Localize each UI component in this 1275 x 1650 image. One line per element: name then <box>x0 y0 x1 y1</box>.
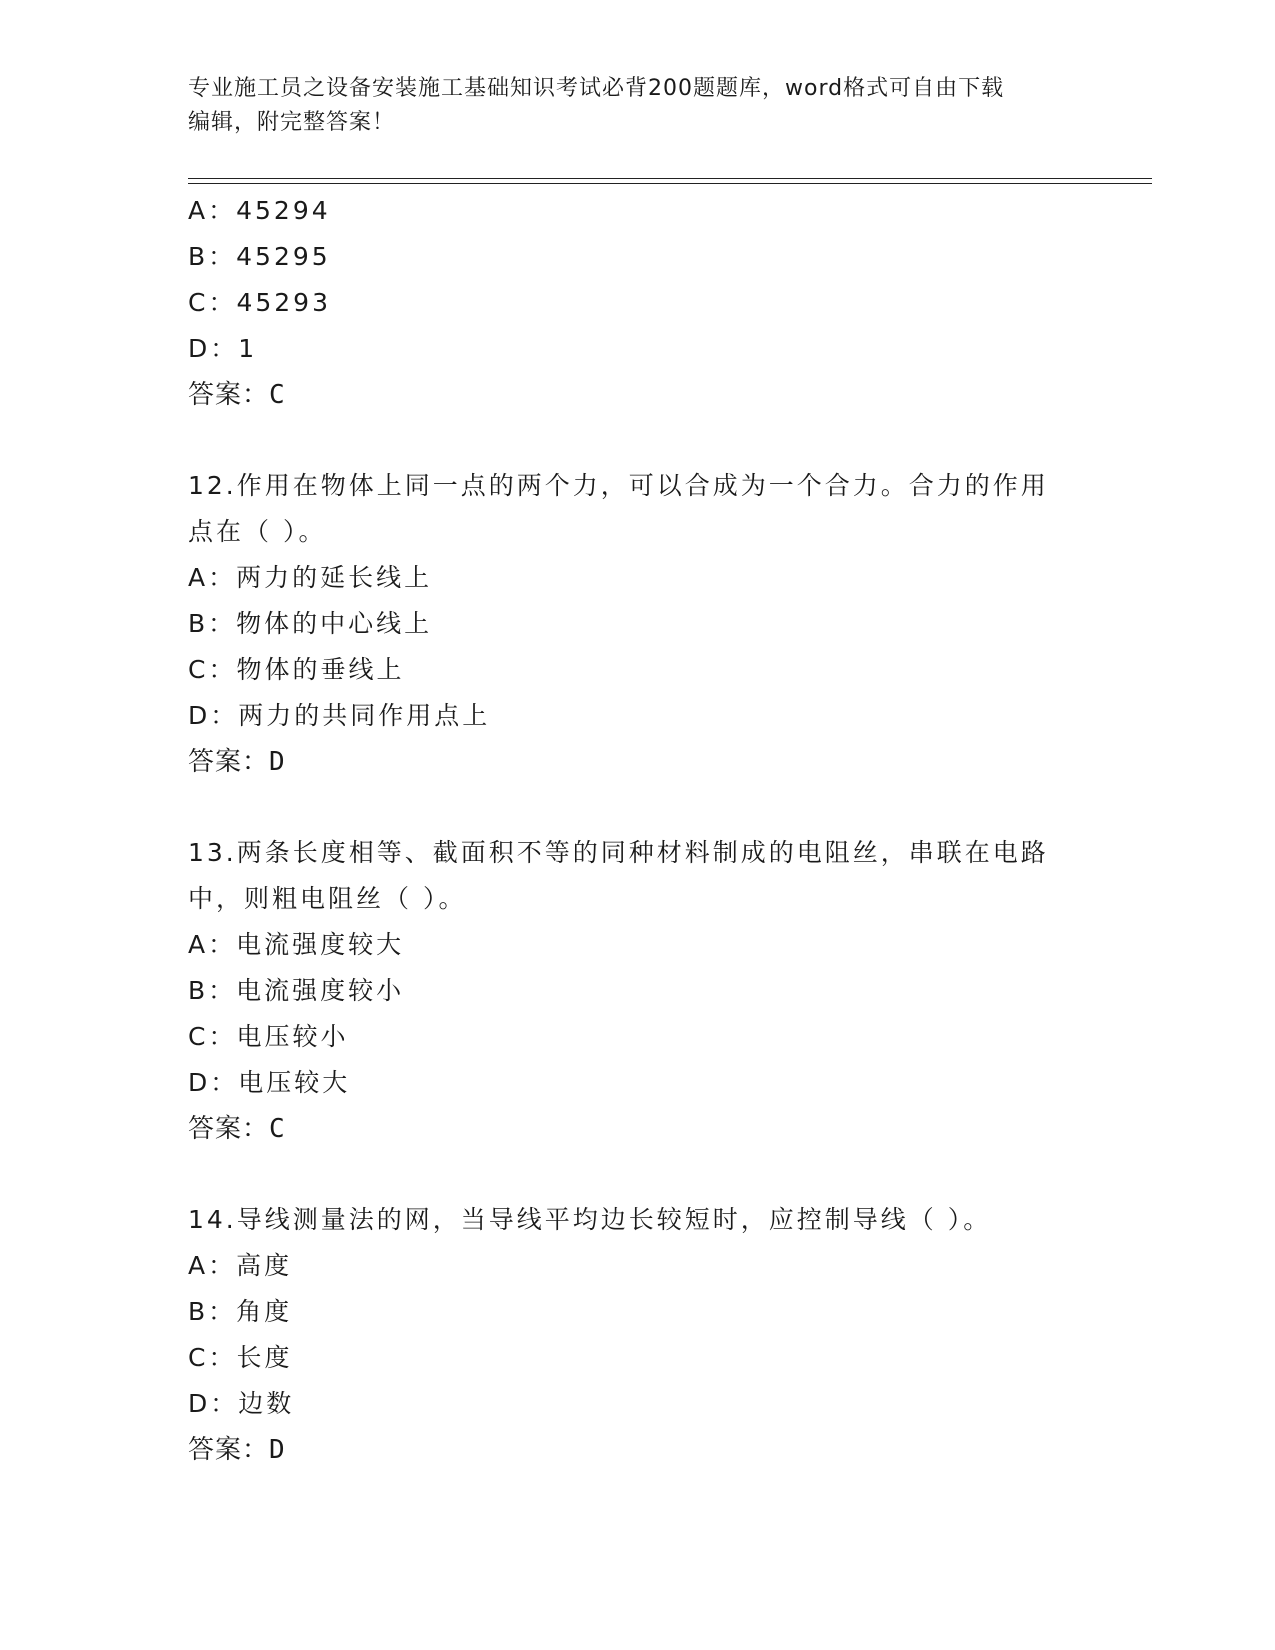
option-c <box>188 1335 1088 1381</box>
answer-label: 答案： <box>188 380 270 410</box>
spacer <box>188 418 1088 463</box>
option-text: 两力的延长线上 <box>236 563 433 592</box>
question-text-line-1: 14.导线测量法的网，当导线平均边长较短时，应控制导线（ ）。 <box>188 1205 992 1234</box>
option-d <box>188 1381 1088 1427</box>
option-letter: D： <box>188 1068 239 1097</box>
option-d <box>188 326 1088 372</box>
option-letter: B： <box>188 976 237 1005</box>
question-11-block <box>188 188 1088 418</box>
answer-value: C <box>269 1114 286 1144</box>
option-letter: B： <box>188 242 237 271</box>
option-text: 长度 <box>236 1343 293 1372</box>
header-divider-top <box>188 178 1152 179</box>
option-letter: C： <box>188 1343 237 1372</box>
option-text: 电压较大 <box>238 1068 351 1097</box>
option-c <box>188 1014 1088 1060</box>
answer-line <box>188 372 1088 418</box>
option-letter: D： <box>188 1389 239 1418</box>
question-text-line-2: 中，则粗电阻丝（ ）。 <box>188 884 467 913</box>
question-text-line-1: 12.作用在物体上同一点的两个力，可以合成为一个合力。合力的作用 <box>188 471 1049 500</box>
option-text: 45293 <box>236 288 331 317</box>
option-text: 边数 <box>238 1389 295 1418</box>
option-text: 角度 <box>236 1297 293 1326</box>
option-b <box>188 968 1088 1014</box>
option-text: 45295 <box>236 242 331 271</box>
answer-value: D <box>269 747 286 777</box>
option-text: 电流强度较小 <box>236 976 405 1005</box>
option-b <box>188 1289 1088 1335</box>
option-letter: C： <box>188 655 237 684</box>
option-letter: B： <box>188 609 237 638</box>
option-text: 电压较小 <box>236 1022 349 1051</box>
spacer <box>188 785 1088 830</box>
question-text-line-2: 点在（ ）。 <box>188 517 327 546</box>
header-title-line-1: 专业施工员之设备安装施工基础知识考试必背200题题库，word格式可自由下载 <box>188 76 1005 101</box>
answer-line <box>188 739 1088 785</box>
option-c <box>188 647 1088 693</box>
answer-label: 答案： <box>188 1114 270 1144</box>
question-text-line-1: 13.两条长度相等、截面积不等的同种材料制成的电阻丝，串联在电路 <box>188 838 1049 867</box>
option-d <box>188 693 1088 739</box>
option-text: 高度 <box>236 1251 293 1280</box>
answer-line <box>188 1427 1088 1473</box>
question-12-block <box>188 463 1088 785</box>
option-letter: D： <box>188 334 239 363</box>
option-letter: C： <box>188 288 237 317</box>
option-letter: A： <box>188 196 237 225</box>
option-a <box>188 555 1088 601</box>
option-text: 物体的垂线上 <box>236 655 405 684</box>
option-text: 两力的共同作用点上 <box>238 701 491 730</box>
option-a <box>188 1243 1088 1289</box>
spacer <box>188 1152 1088 1197</box>
option-letter: B： <box>188 1297 237 1326</box>
option-letter: C： <box>188 1022 237 1051</box>
option-a <box>188 188 1088 234</box>
answer-label: 答案： <box>188 747 270 777</box>
document-header <box>188 72 1078 140</box>
answer-line <box>188 1106 1088 1152</box>
question-13-block <box>188 830 1088 1152</box>
option-c <box>188 280 1088 326</box>
answer-value: D <box>269 1435 286 1465</box>
option-text: 1 <box>238 334 258 363</box>
option-letter: A： <box>188 930 237 959</box>
option-letter: D： <box>188 701 239 730</box>
option-text: 物体的中心线上 <box>236 609 433 638</box>
option-letter: A： <box>188 1251 237 1280</box>
question-list <box>188 188 1088 1473</box>
option-text: 电流强度较大 <box>236 930 405 959</box>
answer-value: C <box>269 380 286 410</box>
option-b <box>188 601 1088 647</box>
answer-label: 答案： <box>188 1435 270 1465</box>
option-b <box>188 234 1088 280</box>
header-title-line-2: 编辑，附完整答案！ <box>188 110 396 135</box>
header-divider-bottom <box>188 183 1152 184</box>
option-d <box>188 1060 1088 1106</box>
option-text: 45294 <box>236 196 331 225</box>
question-14-block <box>188 1197 1088 1473</box>
option-a <box>188 922 1088 968</box>
option-letter: A： <box>188 563 237 592</box>
